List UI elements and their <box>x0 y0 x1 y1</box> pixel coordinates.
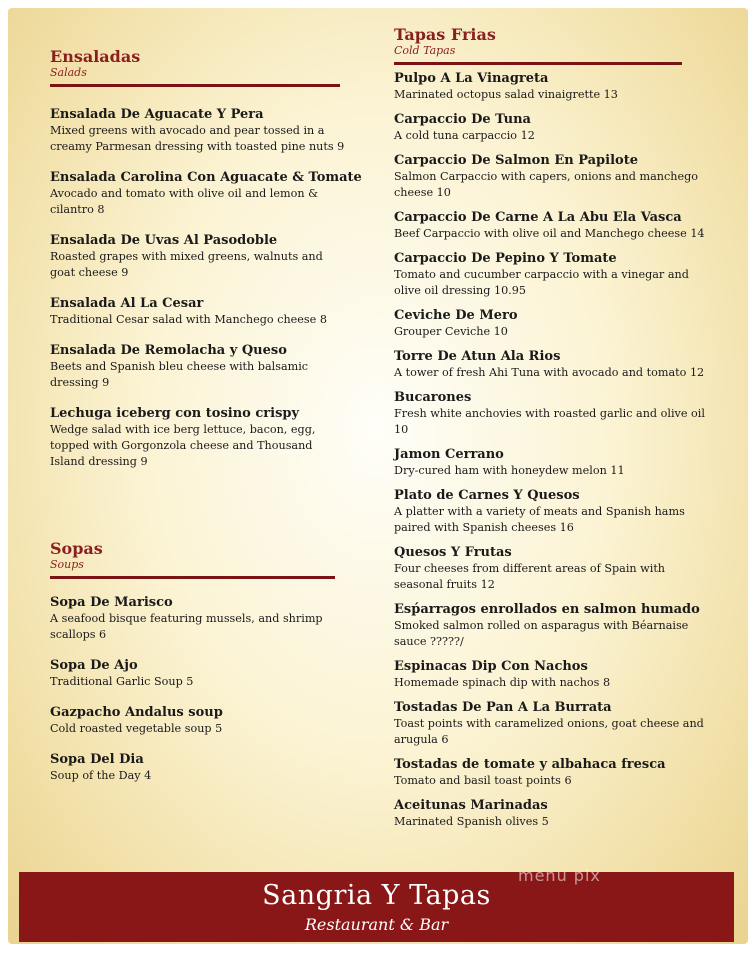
section-title: Sopas <box>50 539 103 558</box>
item-description: Four cheeses from different areas of Spain with seasonal fruits 12 <box>394 562 666 591</box>
item-name: Aceitunas Marinadas <box>394 798 548 813</box>
menu-item <box>394 390 714 438</box>
section-divider <box>50 576 335 579</box>
item-description: Homemade spinach dip with nachos 8 <box>394 676 611 689</box>
item-description: Tomato and cucumber carpaccio with a vinegar and olive oil dressing 10.95 <box>394 268 689 297</box>
item-name: Plato de Carnes Y Quesos <box>394 488 580 503</box>
item-description: Mixed greens with avocado and pear tossed in a creamy Parmesan dressing with toasted pine nuts 9 <box>50 124 345 153</box>
menu-item <box>394 659 714 691</box>
item-name: Esṕarragos enrollados en salmon humado <box>394 602 700 617</box>
item-description: Wedge salad with ice berg lettuce, bacon, egg, topped with Gorgonzola cheese and Thousand Island dressing 9 <box>50 423 316 468</box>
restaurant-subtitle: Restaurant & Bar <box>304 915 449 934</box>
item-name: Carpaccio De Salmon En Papilote <box>394 153 638 168</box>
menu-item <box>394 349 714 381</box>
menu-item <box>50 233 350 281</box>
menu-item <box>394 798 714 830</box>
menu-item <box>50 705 350 737</box>
item-name: Ensalada De Uvas Al Pasodoble <box>50 233 278 248</box>
item-description: Roasted grapes with mixed greens, walnuts and goat cheese 9 <box>50 250 323 279</box>
item-description: A seafood bisque featuring mussels, and shrimp scallops 6 <box>50 612 323 641</box>
menu-item <box>394 757 714 789</box>
item-description: Tomato and basil toast points 6 <box>394 774 572 787</box>
item-description: Traditional Cesar salad with Manchego cheese 8 <box>50 313 327 326</box>
watermark: menu pix <box>518 866 601 885</box>
menu-item <box>394 210 714 242</box>
right-column <box>394 26 714 830</box>
section-divider <box>394 62 682 65</box>
left-column <box>50 47 362 782</box>
menu-item <box>50 296 350 328</box>
footer-banner <box>19 872 734 942</box>
item-description: Salmon Carpaccio with capers, onions and manchego cheese 10 <box>394 170 698 199</box>
menu-item <box>394 112 714 144</box>
menu-item <box>50 658 350 690</box>
menu-item <box>394 251 714 299</box>
item-description: Toast points with caramelized onions, goat cheese and arugula 6 <box>394 717 704 746</box>
item-description: Smoked salmon rolled on asparagus with Béarnaise sauce ?????/ <box>394 619 689 648</box>
menu-item <box>50 595 350 643</box>
menu-item <box>394 71 714 103</box>
menu-item <box>394 447 714 479</box>
item-name: Torre De Atun Ala Rios <box>394 349 561 364</box>
section-subtitle: Soups <box>50 558 84 571</box>
item-name: Ensalada Al La Cesar <box>50 296 204 311</box>
item-name: Carpaccio De Pepino Y Tomate <box>394 251 617 266</box>
section-divider <box>50 84 340 87</box>
item-name: Sopa Del Dia <box>50 752 144 767</box>
menu-item <box>50 343 350 391</box>
item-description: Beef Carpaccio with olive oil and Manchego cheese 14 <box>394 227 705 240</box>
menu-item <box>394 545 714 593</box>
item-name: Bucarones <box>394 390 472 405</box>
item-name: Sopa De Marisco <box>50 595 173 610</box>
item-description: A cold tuna carpaccio 12 <box>394 129 535 142</box>
item-name: Carpaccio De Carne A La Abu Ela Vasca <box>394 210 682 225</box>
item-name: Quesos Y Frutas <box>394 545 512 560</box>
section-subtitle: Salads <box>50 66 87 79</box>
menu-item <box>394 602 714 650</box>
menu-item <box>394 153 714 201</box>
item-name: Jamon Cerrano <box>394 447 504 462</box>
item-name: Ensalada Carolina Con Aguacate & Tomate <box>50 170 362 185</box>
item-name: Pulpo A La Vinagreta <box>394 71 549 86</box>
item-name: Gazpacho Andalus soup <box>50 705 223 720</box>
item-name: Ensalada De Remolacha y Queso <box>50 343 287 358</box>
section-subtitle: Cold Tapas <box>394 44 456 57</box>
item-description: Soup of the Day 4 <box>50 769 152 782</box>
item-description: Fresh white anchovies with roasted garlic and olive oil 10 <box>394 407 705 436</box>
item-description: Cold roasted vegetable soup 5 <box>50 722 223 735</box>
menu-item <box>394 700 714 748</box>
item-description: Marinated octopus salad vinaigrette 13 <box>394 88 618 101</box>
item-description: Beets and Spanish bleu cheese with balsamic dressing 9 <box>50 360 309 389</box>
item-description: Traditional Garlic Soup 5 <box>50 675 194 688</box>
menu-item <box>50 170 362 218</box>
menu-item <box>50 406 350 470</box>
item-name: Lechuga iceberg con tosino crispy <box>50 406 300 421</box>
item-description: Marinated Spanish olives 5 <box>394 815 549 828</box>
item-description: A tower of fresh Ahi Tuna with avocado and tomato 12 <box>394 366 705 379</box>
section-title: Ensaladas <box>50 47 141 66</box>
menu-item <box>50 107 350 155</box>
menu-item <box>50 752 350 784</box>
menu-item <box>394 308 714 340</box>
item-name: Sopa De Ajo <box>50 658 138 673</box>
item-name: Espinacas Dip Con Nachos <box>394 659 588 674</box>
restaurant-name: Sangria Y Tapas <box>262 880 491 911</box>
section-title: Tapas Frias <box>394 25 496 44</box>
item-description: A platter with a variety of meats and Spanish hams paired with Spanish cheeses 16 <box>394 505 685 534</box>
item-name: Tostadas de tomate y albahaca fresca <box>394 757 666 772</box>
menu-item <box>394 488 714 536</box>
item-name: Tostadas De Pan A La Burrata <box>394 700 612 715</box>
soups-section <box>50 540 350 784</box>
item-description: Dry-cured ham with honeydew melon 11 <box>394 464 625 477</box>
item-name: Carpaccio De Tuna <box>394 112 531 127</box>
item-description: Avocado and tomato with olive oil and lemon & cilantro 8 <box>50 187 319 216</box>
item-name: Ensalada De Aguacate Y Pera <box>50 107 264 122</box>
item-description: Grouper Ceviche 10 <box>394 325 508 338</box>
item-name: Ceviche De Mero <box>394 308 518 323</box>
salads-section <box>50 47 362 470</box>
